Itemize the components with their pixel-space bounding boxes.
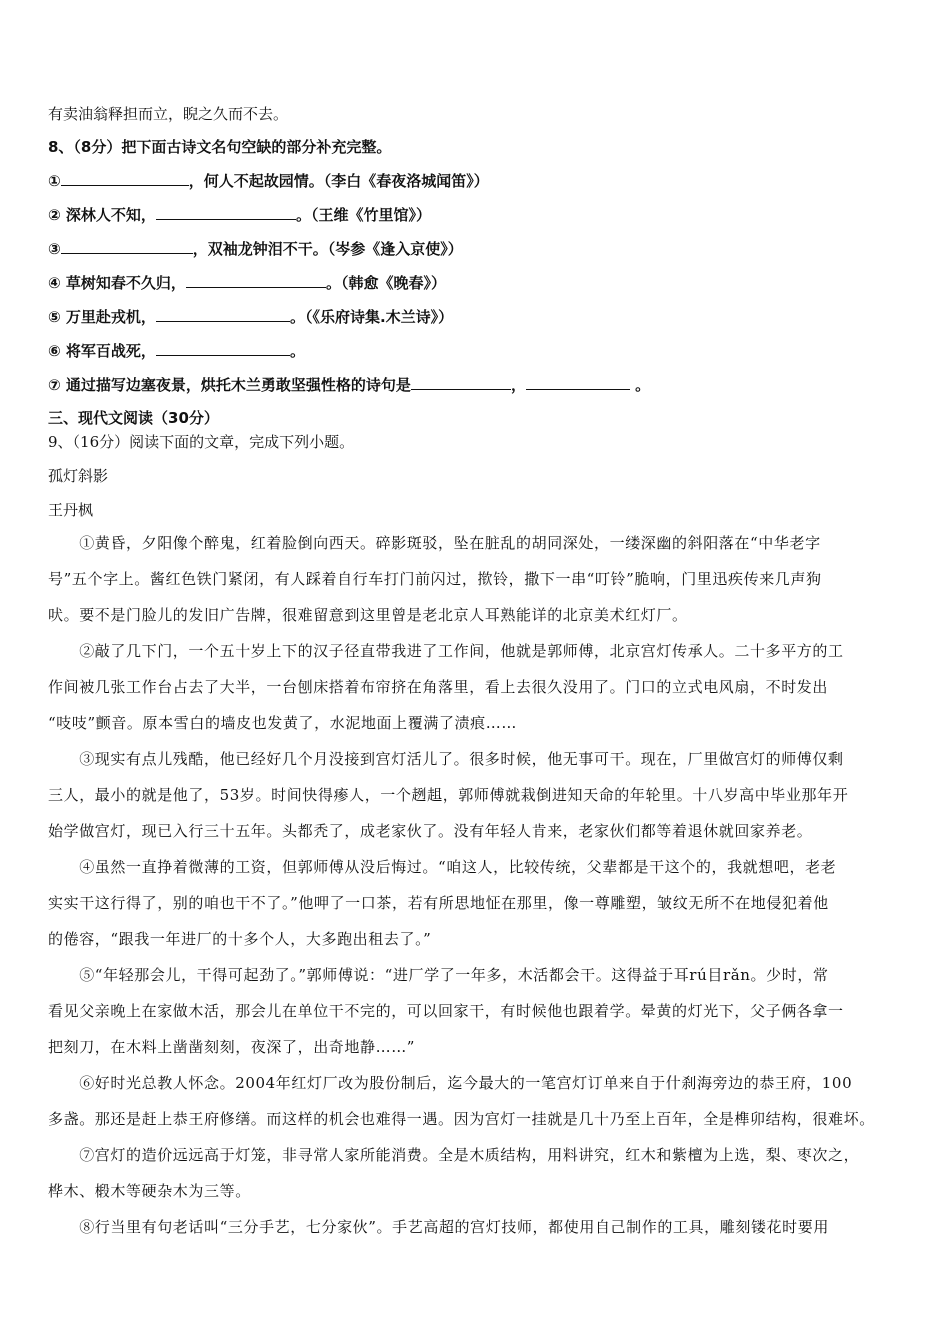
q9-header: 9、（16分）阅读下面的文章，完成下列小题。 [48, 433, 355, 451]
para-4-line-2: 实实干这行得了，别的咱也干不了。”他呷了一口茶，若有所思地怔在那里，像一尊雕塑，皱纹无所不在地侵犯着他 [48, 894, 829, 912]
para-5-line-3: 把刻刀，在木料上凿凿刻刻，夜深了，出奇地静……” [48, 1038, 416, 1056]
q8-item-7 [48, 375, 650, 395]
q8-item-6-blank[interactable] [156, 341, 290, 356]
para-8-line-1: ⑧行当里有句老话叫“三分手艺，七分家伙”。手艺高超的宫灯技师，都使用自己制作的工具，雕刻镂花时要用 [48, 1218, 829, 1236]
para-4-line-3: 的倦容，“跟我一年进厂的十多个人，大多跑出租去了。” [48, 930, 432, 948]
para-1-line-2: 号”五个字上。酱红色铁门紧闭，有人踩着自行车打门前闪过，揿铃，撒下一串“叮铃”脆响，门里迅疾传来几声狗 [48, 570, 822, 588]
para-6-line-1: ⑥好时光总教人怀念。2004年红灯厂改为股份制后，迄今最大的一笔宫灯订单来自于什刹海旁边的恭王府，100 [48, 1074, 853, 1092]
para-3-line-3: 始学做宫灯，现已入行三十五年。头都秃了，成老家伙了。没有年轻人肯来，老家伙们都等着退休就回家养老。 [48, 822, 813, 840]
para-1-line-3: 吠。要不是门脸儿的发旧广告牌，很难留意到这里曾是老北京人耳熟能详的北京美术红灯厂。 [48, 606, 688, 624]
q8-item-4 [48, 273, 446, 293]
q8-item-6-suffix: 。 [289, 342, 305, 360]
q8-item-7-middle: ， [510, 376, 526, 394]
q8-item-5 [48, 307, 453, 327]
article-author: 王丹枫 [48, 501, 94, 519]
q8-item-2-suffix: 。（王维《竹里馆》） [295, 206, 431, 224]
article-title: 孤灯斜影 [48, 467, 109, 485]
q8-item-3-suffix: ，双袖龙钟泪不干。（岑参《逢入京使》） [192, 240, 463, 258]
para-5-line-1: ⑤“年轻那会儿，干得可起劲了。”郭师傅说：“进厂学了一年多，木活都会干。这得益于耳rú目rǎn。少时，常 [48, 966, 829, 984]
q8-item-7-suffix: 。 [629, 376, 651, 394]
q8-header: 8、（8分）把下面古诗文名句空缺的部分补充完整。 [48, 138, 392, 156]
q8-item-7-prefix: ⑦ 通过描写边塞夜景，烘托木兰勇敢坚强性格的诗句是 [48, 376, 411, 394]
para-4-line-1: ④虽然一直挣着微薄的工资，但郭师傅从没后悔过。“咱这人，比较传统，父辈都是干这个的，我就想吧，老老 [48, 858, 837, 876]
para-5-line-2: 看见父亲晚上在家做木活，那会儿在单位干不完的，可以回家干，有时候他也跟着学。晕黄的灯光下，父子俩各拿一 [48, 1002, 844, 1020]
q8-item-1 [48, 171, 489, 191]
q8-item-6-prefix: ⑥ 将军百战死， [48, 342, 156, 360]
q8-item-4-prefix: ④ 草树知春不久归， [48, 274, 186, 292]
q8-item-6 [48, 341, 305, 361]
q8-item-1-blank[interactable] [61, 171, 189, 186]
q8-item-7-blank-1[interactable] [411, 375, 511, 390]
q8-item-2-blank[interactable] [156, 205, 296, 220]
intro-line: 有卖油翁释担而立，睨之久而不去。 [48, 105, 289, 123]
para-2-line-1: ②敲了几下门，一个五十岁上下的汉子径直带我进了工作间，他就是郭师傅，北京宫灯传承人。二十多平方的工 [48, 642, 844, 660]
q8-item-3-prefix: ③ [48, 240, 61, 258]
q8-item-3-blank[interactable] [61, 239, 193, 254]
q8-item-7-blank-2[interactable] [526, 375, 630, 390]
para-2-line-2: 作间被几张工作台占去了大半，一台刨床搭着布帘挤在角落里，看上去很久没用了。门口的立式电风扇，不时发出 [48, 678, 829, 696]
q8-item-5-blank[interactable] [156, 307, 290, 322]
q8-item-1-suffix: ，何人不起故园情。（李白《春夜洛城闻笛》） [188, 172, 489, 190]
q8-item-5-prefix: ⑤ 万里赴戎机， [48, 308, 156, 326]
para-7-line-1: ⑦宫灯的造价远远高于灯笼，非寻常人家所能消费。全是木质结构，用料讲究，红木和紫檀为上选，梨、枣次之， [48, 1146, 860, 1164]
q8-item-1-prefix: ① [48, 172, 61, 190]
q8-item-2 [48, 205, 431, 225]
section-3-title: 三、现代文阅读（30分） [48, 409, 219, 427]
para-7-line-2: 桦木、椴木等硬杂木为三等。 [48, 1182, 251, 1200]
q8-item-5-suffix: 。（《乐府诗集.木兰诗》） [289, 308, 454, 326]
para-1-line-1: ①黄昏，夕阳像个醉鬼，红着脸倒向西天。碎影斑驳，坠在脏乱的胡同深处，一缕深幽的斜阳落在“中华老字 [48, 534, 821, 552]
para-6-line-2: 多盏。那还是赶上恭王府修缮。而这样的机会也难得一遇。因为宫灯一挂就是几十乃至上百年，全是榫卯结构，很难坏。 [48, 1110, 875, 1128]
para-2-line-3: “吱吱”颤音。原本雪白的墙皮也发黄了，水泥地面上覆满了渍痕…… [48, 714, 517, 732]
q8-item-4-blank[interactable] [186, 273, 326, 288]
q8-item-4-suffix: 。（韩愈《晚春》） [325, 274, 446, 292]
q8-item-3 [48, 239, 463, 259]
q8-item-2-prefix: ② 深林人不知， [48, 206, 156, 224]
para-3-line-2: 三人，最小的就是他了，53岁。时间快得瘆人，一个趔趄，郭师傅就栽倒进知天命的年轮里。十八岁高中毕业那年开 [48, 786, 849, 804]
para-3-line-1: ③现实有点儿残酷，他已经好几个月没接到宫灯活儿了。很多时候，他无事可干。现在，厂里做宫灯的师傅仅剩 [48, 750, 844, 768]
